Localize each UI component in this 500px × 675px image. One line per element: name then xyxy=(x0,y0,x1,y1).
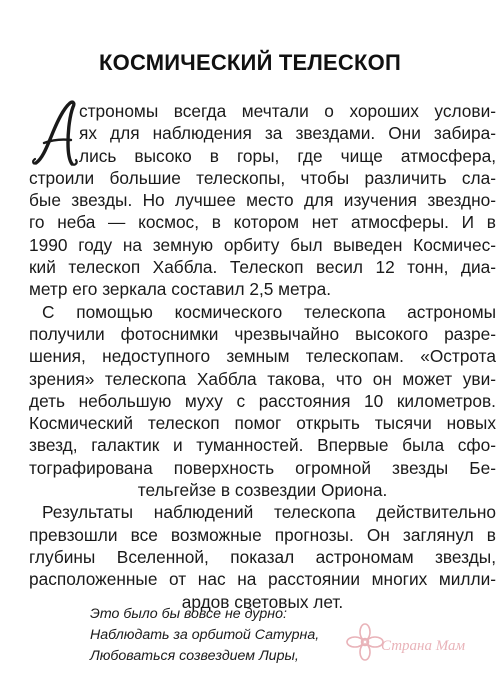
text-line: расположенные от нас на расстоянии многих милли- xyxy=(29,569,496,590)
poem-excerpt xyxy=(90,604,319,667)
text-line: ардов световых лет. xyxy=(181,591,344,612)
text-line: звезд, галактик и туманностей. Впервые была сфо- xyxy=(29,435,496,456)
poem-line: Наблюдать за орбитой Сатурна, xyxy=(90,627,320,643)
text-line: бые звезды. Но лучшее место для изучения звездно- xyxy=(29,190,496,211)
text-line: Результаты наблюдений телескопа действительно xyxy=(42,502,496,523)
text-line: кий телескоп Хаббла. Телескоп весил 12 тонн, диа- xyxy=(29,257,496,278)
flower-icon xyxy=(345,622,385,662)
text-line: деть небольшую муху с расстояния 10 километров. xyxy=(29,390,496,411)
poem-line: Это было бы вовсе не дурно: xyxy=(90,606,287,622)
watermark xyxy=(345,618,495,668)
watermark-text: Страна Мам xyxy=(381,638,466,654)
text-line: С помощью космического телескопа астрономы xyxy=(42,301,496,322)
text-line: лись высоко в горы, где чище атмосфера, xyxy=(79,145,496,166)
text-line: тографирована поверхность огромной звезды Бе- xyxy=(29,457,496,478)
text-line: строили большие телескопы, чтобы различить сла- xyxy=(29,167,496,188)
text-line: получили фотоснимки чрезвычайно высокого разре- xyxy=(29,323,496,344)
text-line: метр его зеркала составил 2,5 метра. xyxy=(29,279,332,300)
text-line: го неба — космос, в котором нет атмосферы. И в xyxy=(29,212,496,233)
text-line: превзошли все возможные прогнозы. Он заглянул в xyxy=(29,524,496,545)
text-line: шения, недоступного земным телескопам. «Острота xyxy=(29,346,496,367)
text-line: 1990 году на земную орбиту был выведен Космичес- xyxy=(29,234,496,255)
text-line: Космический телескоп помог открыть тысячи новых xyxy=(29,413,496,434)
article-body xyxy=(29,100,496,613)
text-line: тельгейзе в созвездии Ориона. xyxy=(137,480,388,501)
page-title: КОСМИЧЕСКИЙ ТЕЛЕСКОП xyxy=(99,50,401,75)
text-line: ях для наблюдения за звездами. Они забира- xyxy=(79,123,496,144)
text-line: строномы всегда мечтали о хороших услови- xyxy=(79,101,496,121)
poem-line: Любоваться созвездием Лиры, xyxy=(90,648,299,664)
text-line: зрения» телескопа Хаббла такова, что он может уви- xyxy=(29,368,496,389)
text-line: глубины Вселенной, показал астрономам звезды, xyxy=(29,546,496,567)
